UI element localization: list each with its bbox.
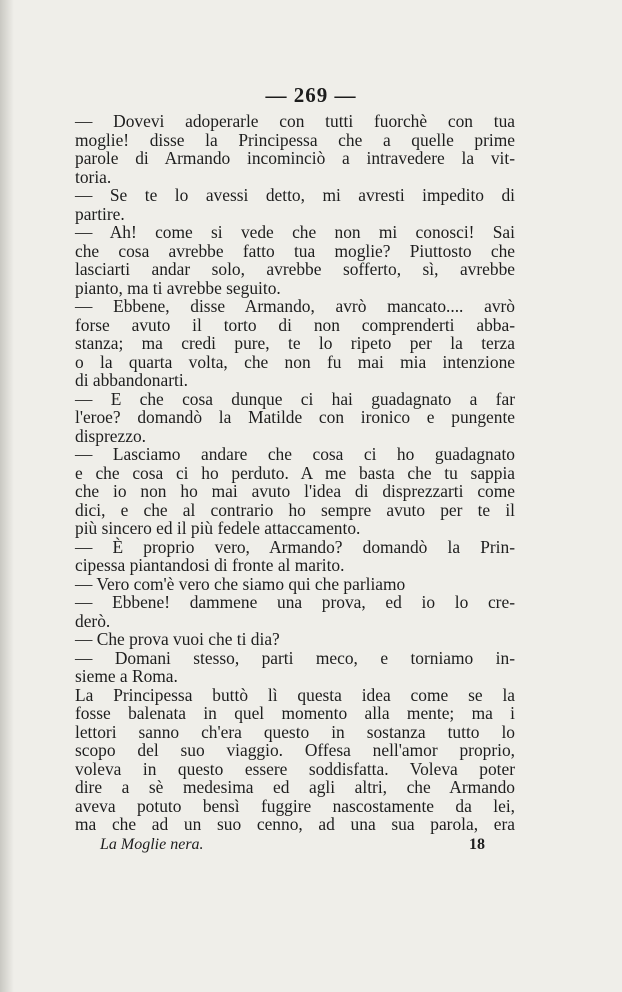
text-line: — È proprio vero, Armando? domandò la Prin-: [75, 536, 515, 557]
text-line: — Se te lo avessi detto, mi avresti impedito di: [75, 185, 515, 205]
text-line: — Che prova vuoi che ti dia?: [75, 629, 280, 649]
text-line: di abbandonarti.: [75, 370, 189, 390]
text-line: — Ebbene! dammene una prova, ed io lo cre-: [75, 592, 515, 612]
text-line: cipessa piantandosi di fronte al marito.: [75, 555, 345, 575]
text-line: La Principessa buttò lì questa idea come se la: [75, 684, 515, 705]
text-line: che io non ho mai avuto l'idea di disprezzarti come: [75, 481, 515, 501]
text-line: disprezzo.: [75, 425, 146, 446]
text-line: — E che cosa dunque ci hai guadagnato a far: [75, 388, 515, 409]
text-line: toria.: [75, 166, 112, 187]
text-line: partire.: [75, 203, 125, 224]
text-line: ma che ad un suo cenno, ad una sua parola, era: [75, 814, 515, 834]
book-title: La Moglie nera.: [100, 836, 204, 853]
text-line: più sincero ed il più fedele attaccamento.: [75, 518, 361, 538]
text-line: parole di Armando incominciò a intravedere la vit-: [75, 148, 515, 168]
text-line: stanza; ma credi pure, te lo ripeto per la terza: [75, 333, 515, 353]
signature-mark: 18: [469, 836, 485, 853]
text-line: aveva potuto bensì fuggire nascostamente da lei,: [75, 795, 515, 816]
text-line: dici, e che al contrario ho sempre avuto per te il: [75, 499, 515, 520]
text-line: o la quarta volta, che non fu mai mia intenzione: [75, 351, 515, 372]
page-number: — 269 —: [265, 83, 357, 107]
text-line: — Ah! come si vede che non mi conosci! Sai: [75, 222, 515, 242]
text-line: — Vero com'è vero che siamo qui che parliamo: [75, 573, 406, 594]
text-line: — Lasciamo andare che cosa ci ho guadagnato: [75, 444, 515, 464]
text-line: sieme a Roma.: [75, 666, 178, 686]
text-line: — Domani stesso, parti meco, e torniamo in-: [75, 647, 515, 668]
text-line: pianto, ma ti avrebbe seguito.: [75, 277, 281, 298]
page-gutter-shadow: [0, 0, 14, 992]
text-line: fosse balenata in quel momento alla mente; ma i: [75, 703, 515, 723]
text-line: forse avuto il torto di non comprenderti abba-: [75, 314, 515, 335]
text-line: lettori sanno ch'era questo in sostanza tutto lo: [75, 721, 515, 742]
text-line: — Ebbene, disse Armando, avrò mancato.... avrò: [75, 296, 515, 316]
body-text: [75, 112, 515, 834]
text-line: lasciarti andar solo, avrebbe sofferto, sì, avrebbe: [75, 259, 515, 279]
text-line: dire a sè medesima ed agli altri, che Armando: [75, 777, 515, 797]
text-line: e che cosa ci ho perduto. A me basta che tu sappia: [75, 462, 515, 483]
text-line: l'eroe? domandò la Matilde con ironico e pungente: [75, 407, 515, 427]
text-line: derò.: [75, 610, 111, 631]
text-line: moglie! disse la Principessa che a quelle prime: [75, 129, 515, 150]
text-line: voleva in questo essere soddisfatta. Voleva poter: [75, 758, 515, 779]
text-line: — Dovevi adoperarle con tutti fuorchè con tua: [75, 111, 515, 131]
text-line: che cosa avrebbe fatto tua moglie? Piuttosto che: [75, 240, 515, 261]
page-footer: [100, 836, 485, 856]
text-line: scopo del suo viaggio. Offesa nell'amor proprio,: [75, 740, 515, 760]
